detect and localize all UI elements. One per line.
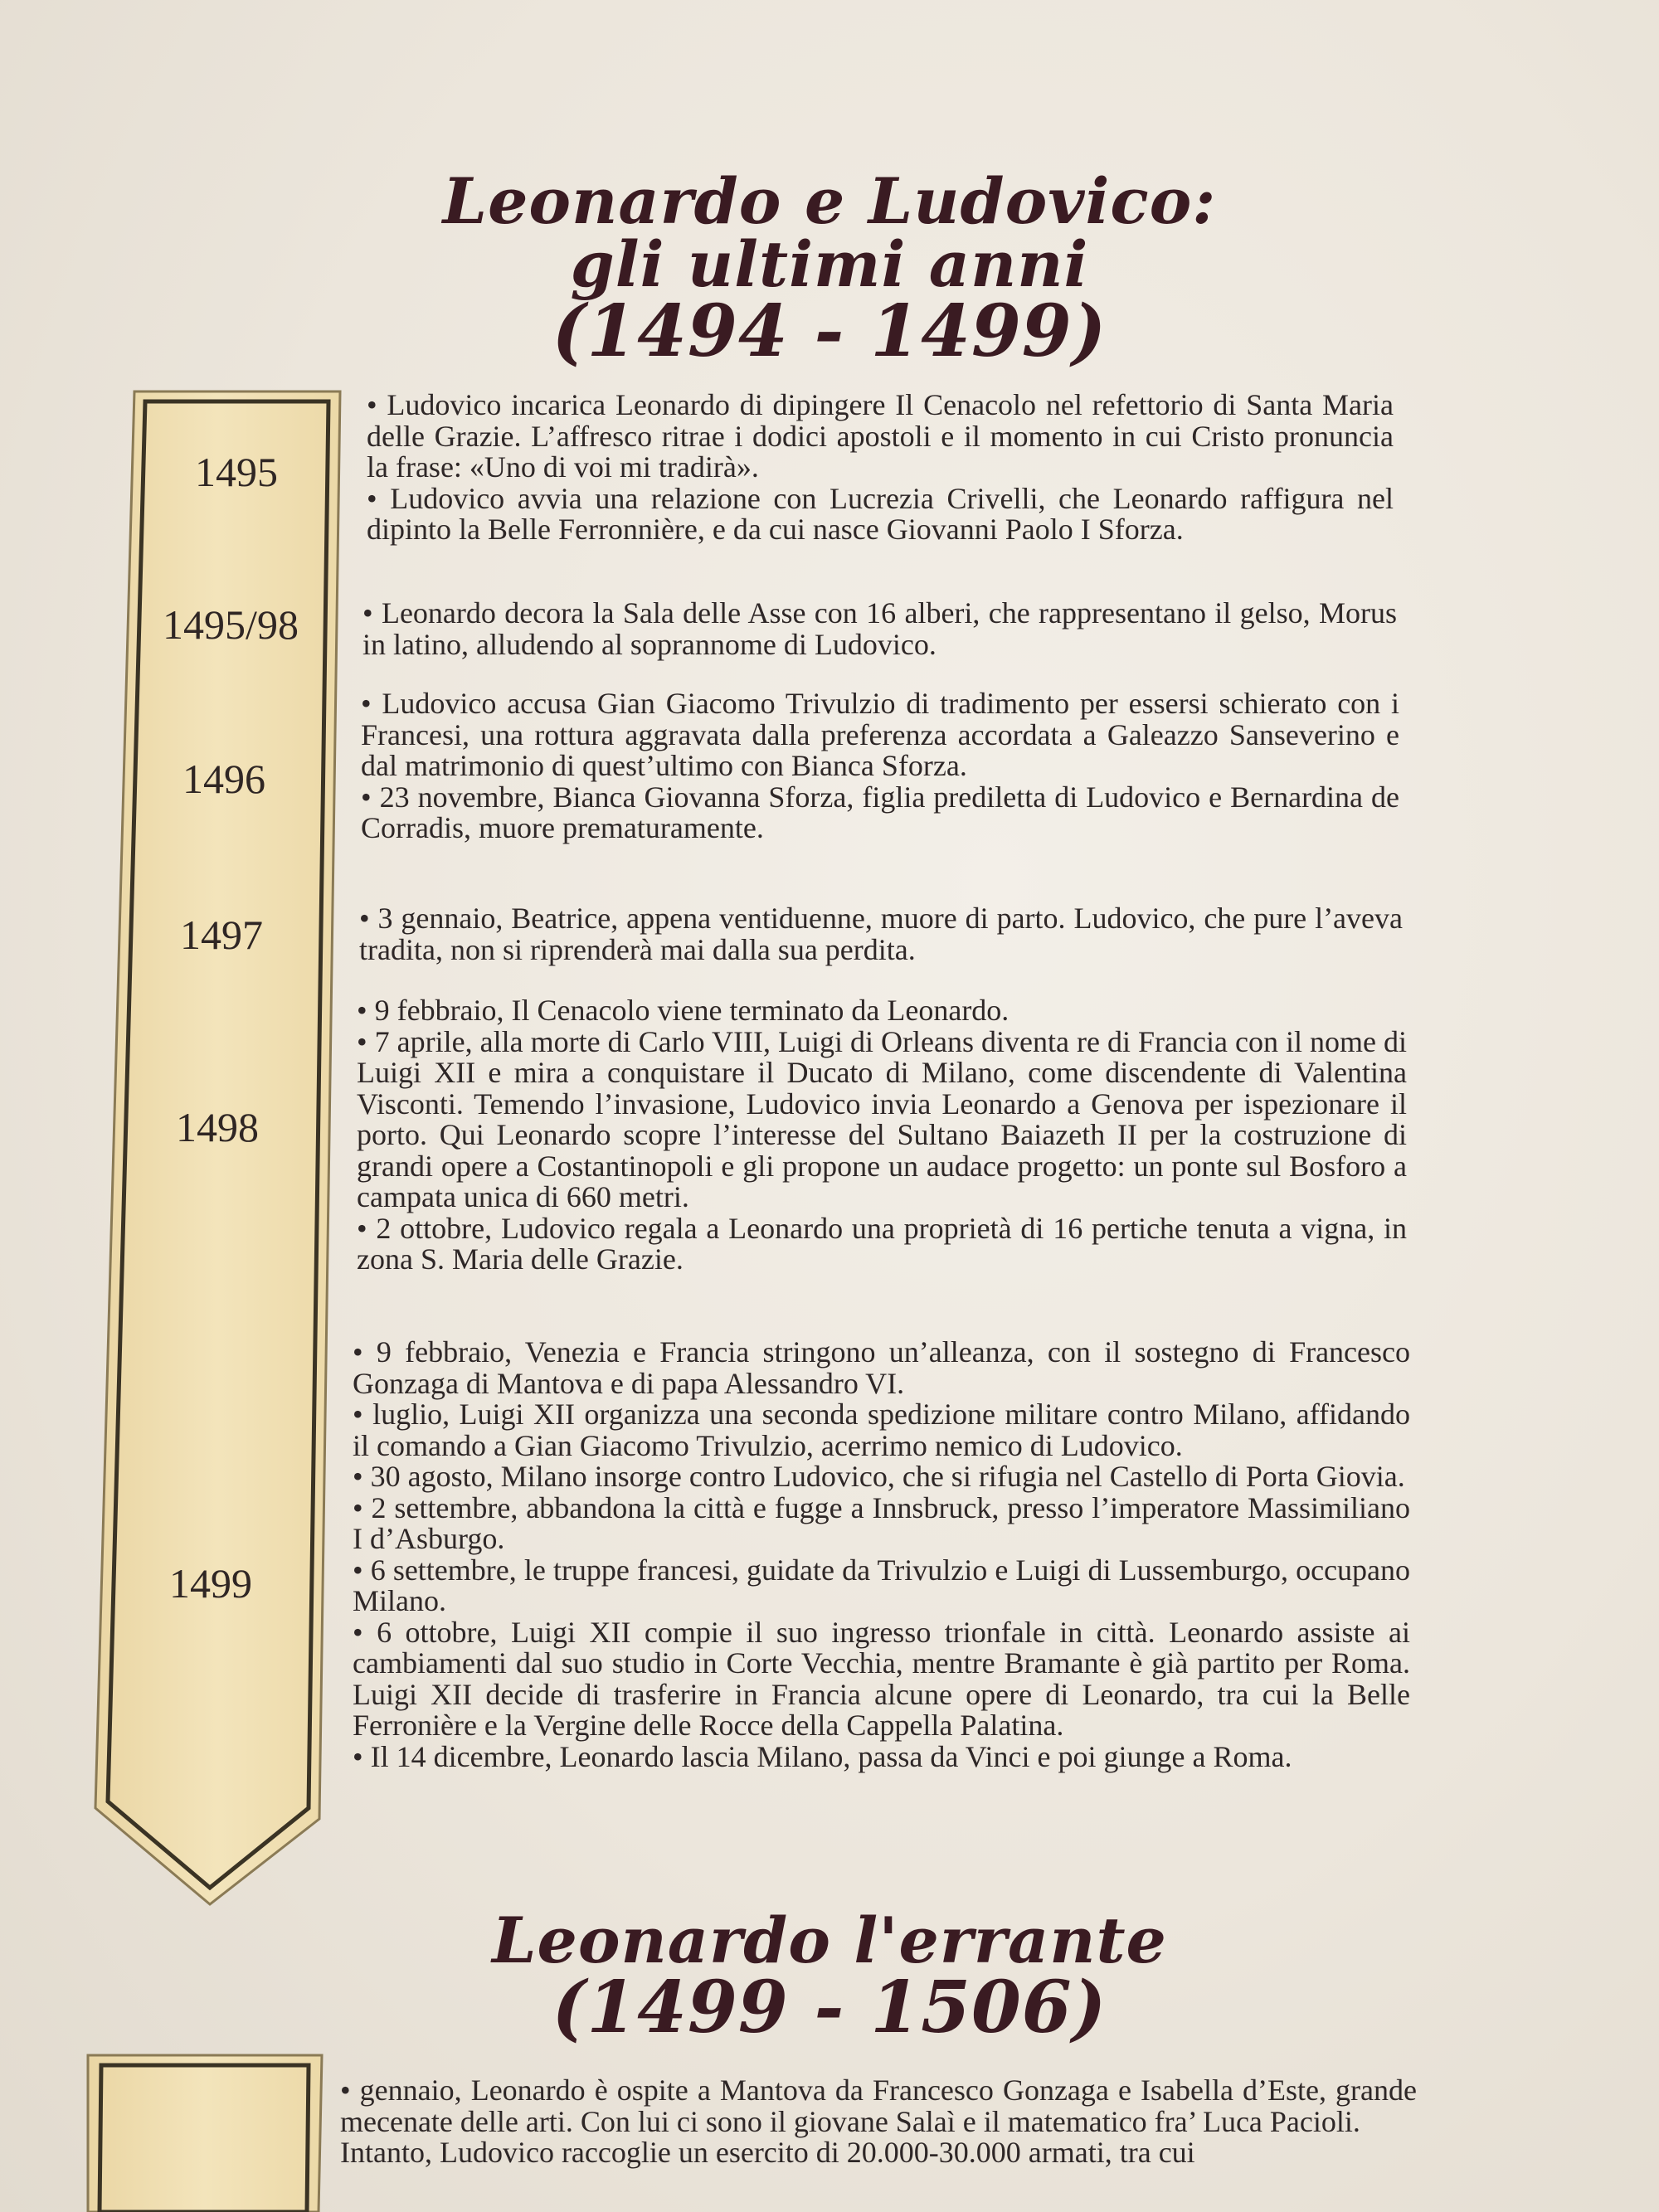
timeline-entry-1497 (359, 903, 1403, 965)
year-label: 1499 (169, 1560, 252, 1607)
entry-item: • Ludovico incarica Leonardo di dipingere Il Cenacolo nel refettorio di Santa Maria delle Grazie. L’affresco ritrae i dodici apostoli e il momento in cui Cristo pronuncia la frase: «Uno di voi mi tradirà». (367, 388, 1394, 484)
year-label: 1498 (176, 1104, 259, 1150)
year-label: 1495/98 (163, 601, 299, 648)
timeline-entry-1499 (353, 1337, 1410, 1772)
timeline-ribbon-2 (88, 2055, 322, 2212)
entry-item: • 2 settembre, abbandona la città e fugge a Innsbruck, presso l’imperatore Massimiliano I d’Asburgo. (353, 1490, 1410, 1555)
timeline-entry-1495 (367, 390, 1394, 546)
entry-item: • 3 gennaio, Beatrice, appena ventiduenne, muore di parto. Ludovico, che pure l’aveva tradita, non si riprenderà mai dalla sua perdita. (359, 902, 1403, 966)
entry-item: • 6 settembre, le truppe francesi, guidate da Trivulzio e Luigi di Lussemburgo, occupano Milano. (353, 1553, 1410, 1617)
title-line: (1494 - 1499) (552, 289, 1107, 373)
title-line: (1499 - 1506) (552, 1966, 1107, 2049)
timeline-entry-1500 (340, 2075, 1417, 2169)
entry-item: • 23 novembre, Bianca Giovanna Sforza, figlia prediletta di Ludovico e Bernardina de Corradis, muore prematuramente. (361, 780, 1399, 844)
entry-item: • Leonardo decora la Sala delle Asse con 16 alberi, che rappresentano il gelso, Morus in latino, alludendo al soprannome di Ludovico. (362, 596, 1397, 661)
section-title-leonardo-l-errante (0, 1903, 1659, 2049)
timeline-entry-1495-98 (362, 598, 1397, 660)
entry-item: • gennaio, Leonardo è ospite a Mantova da Francesco Gonzaga e Isabella d’Este, grande mecenate delle arti. Con lui ci sono il giovane Salaì e il matematico fra’ Luca Pacioli. (340, 2073, 1417, 2138)
year-label: 1496 (182, 756, 265, 802)
entry-item: • Il 14 dicembre, Leonardo lascia Milano, passa da Vinci e poi giunge a Roma. (353, 1739, 1292, 1773)
year-label: 1495 (195, 449, 278, 495)
entry-item: Intanto, Ludovico raccoglie un esercito di 20.000-30.000 armati, tra cui (340, 2136, 1195, 2169)
title-line: Leonardo l'errante (492, 1903, 1167, 1977)
entry-item: • 6 ottobre, Luigi XII compie il suo ingresso trionfale in città. Leonardo assiste ai cambiamenti dal suo studio in Corte Vecchia, mentre Bramante è già partito per Roma. Luigi XII decide di trasferire in Francia alcune opere di Leonardo, tra cui la Belle Ferronière e la Vergine delle Rocce della Cappella Palatina. (353, 1615, 1410, 1742)
entry-item: • Ludovico avvia una relazione con Lucrezia Crivelli, che Leonardo raffigura nel dipinto la Belle Ferronnière, e da cui nasce Giovanni Paolo I Sforza. (367, 481, 1394, 546)
title-line: Leonardo e Ludovico: (442, 164, 1217, 238)
entry-item: • 9 febbraio, Venezia e Francia stringono un’alleanza, con il sostegno di Francesco Gonzaga di Mantova e di papa Alessandro VI. (353, 1335, 1410, 1400)
timeline-entry-1498 (357, 995, 1407, 1276)
title-line: gli ultimi anni (570, 227, 1089, 301)
entry-item: • 30 agosto, Milano insorge contro Ludovico, che si rifugia nel Castello di Porta Giovia. (353, 1460, 1405, 1493)
timeline-entry-1496 (361, 688, 1399, 844)
year-label: 1497 (180, 912, 263, 958)
entry-item: • luglio, Luigi XII organizza una seconda spedizione militare contro Milano, affidando il comando a Gian Giacomo Trivulzio, acerrimo nemico di Ludovico. (353, 1398, 1410, 1462)
entry-item: • 7 aprile, alla morte di Carlo VIII, Luigi di Orleans diventa re di Francia con il nome di Luigi XII e mira a conquistare il Ducato di Milano, come discendente di Valentina Visconti. Temendo l’invasione, Ludovico invia Leonardo a Genova per ispezionare il porto. Qui Leonardo scopre l’interesse del Sultano Baiazeth II per la costruzione di grandi opere a Costantinopoli e gli propone un audace progetto: un ponte sul Bosforo a campata unica di 660 metri. (357, 1024, 1407, 1213)
entry-item: • 2 ottobre, Ludovico regala a Leonardo una proprietà di 16 pertiche tenuta a vigna, in zona S. Maria delle Grazie. (357, 1211, 1407, 1276)
entry-item: • Ludovico accusa Gian Giacomo Trivulzio di tradimento per essersi schierato con i Francesi, una rottura aggravata dalla preferenza accordata a Galeazzo Sanseverino e dal matrimonio di quest’ultimo con Bianca Sforza. (361, 687, 1399, 782)
section-title-leonardo-e-ludovico (0, 164, 1659, 373)
entry-item: • 9 febbraio, Il Cenacolo viene terminato da Leonardo. (357, 994, 1010, 1027)
